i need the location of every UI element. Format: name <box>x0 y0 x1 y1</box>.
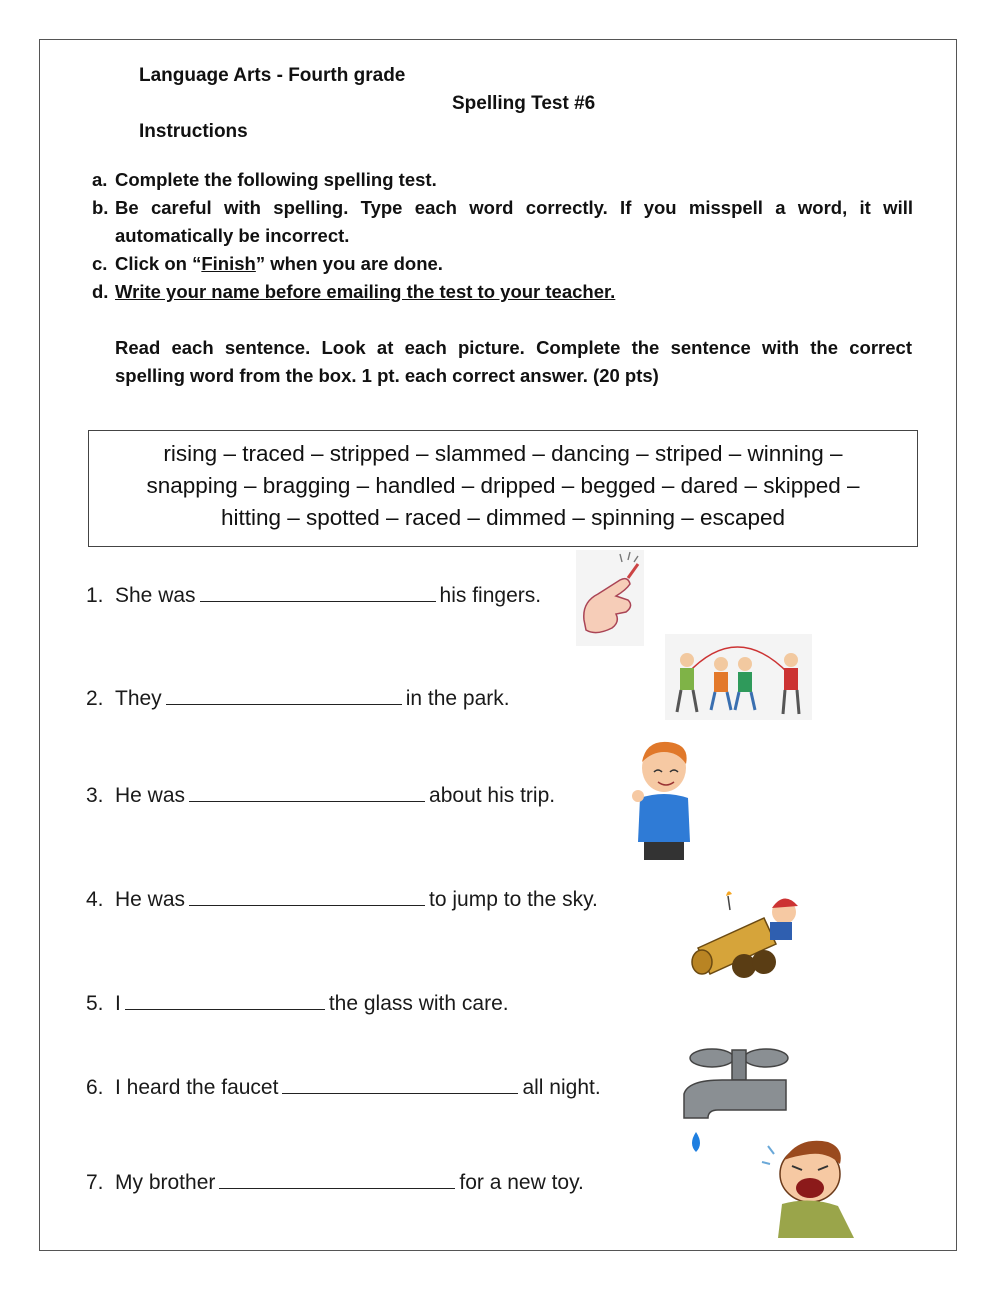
answer-blank[interactable] <box>200 583 436 602</box>
directions-paragraph: Read each sentence. Look at each picture. Complete the sentence with the correct spelling word from the box. 1 pt. each correct answer. (20 pts) <box>115 337 912 386</box>
question-3: 3. He was about his trip. <box>86 784 556 807</box>
answer-blank[interactable] <box>189 783 425 802</box>
instruction-item: d. Write your name before emailing the test to your teacher. <box>92 281 616 302</box>
instruction-item: c. Click on “Finish” when you are done. <box>92 253 443 274</box>
instruction-item: a. Complete the following spelling test. <box>92 169 437 190</box>
answer-blank[interactable] <box>125 991 325 1010</box>
answer-blank[interactable] <box>166 686 402 705</box>
answer-blank[interactable] <box>219 1170 455 1189</box>
word-bank-line: snapping – bragging – handled – dripped – begged – dared – skipped – <box>146 473 860 498</box>
word-bank-box <box>88 430 918 547</box>
question-7: 7. My brother for a new toy. <box>86 1171 584 1194</box>
answer-blank[interactable] <box>282 1075 518 1094</box>
question-4: 4. He was to jump to the sky. <box>86 888 598 911</box>
instructions-list <box>92 166 913 306</box>
snapping-fingers-image <box>576 550 644 646</box>
word-bank-line: hitting – spotted – raced – dimmed – spinning – escaped <box>220 505 786 530</box>
question-6: 6. I heard the faucet all night. <box>86 1076 601 1099</box>
crying-boy-image <box>758 1134 868 1244</box>
test-title: Spelling Test #6 <box>452 93 596 114</box>
proud-boy-image <box>628 738 694 862</box>
finish-link[interactable]: Finish <box>201 253 256 274</box>
instruction-item: b. Be careful with spelling. Type each word correctly. If you misspell a word, it will automatically be incorrect. <box>92 197 913 246</box>
question-2: 2. They in the park. <box>86 687 510 710</box>
course-title: Language Arts - Fourth grade <box>139 65 406 86</box>
instructions-heading: Instructions <box>139 121 248 142</box>
question-1: 1. She was his fingers. <box>86 584 542 607</box>
kids-jump-rope-image <box>665 634 812 720</box>
word-bank-line: rising – traced – stripped – slammed – dancing – striped – winning – <box>163 441 843 466</box>
cannon-boy-image <box>690 888 806 980</box>
question-5: 5. I the glass with care. <box>86 992 509 1015</box>
answer-blank[interactable] <box>189 887 425 906</box>
